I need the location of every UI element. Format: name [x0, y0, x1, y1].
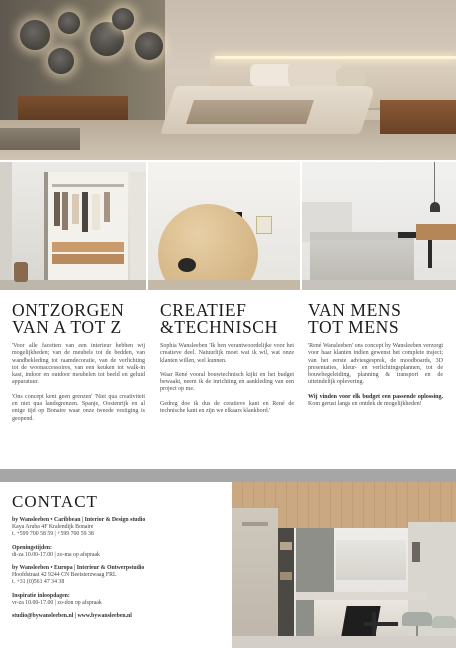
column-paragraph: 'Voor alle facetten van een interieur hebben wij mogelijkheden; van de meubels tot de bedden, van wandbekleding tot raamdecoratie, van de verlichting tot de woonaccessoires, van een keuken tot walk-in kast, indoor en outdoor meubelen tot beeld en geluid apparatuur.: [12, 343, 145, 386]
column-paragraph: Sophia Wansleeben 'Ik ben verantwoordelijke voor het creatieve deel. Natuurlijk moet wat ik wil, wat onze klanten willen, wel kunnen.: [160, 343, 294, 364]
email-website-link[interactable]: studio@bywansleeben.nl | www.bywansleeben.nl: [12, 613, 132, 620]
caribbean-address: Kaya Aruba 4F Kralendijk Bonaire: [12, 524, 94, 531]
bold-lead: Wij vinden voor elk budget een passende oplossing.: [308, 393, 443, 400]
walk-in-days-label: Inspiratie inloopdagen:: [12, 592, 70, 599]
column-title: VAN MENS TOT MENS: [308, 300, 402, 337]
europa-phone[interactable]: t. +31 (0)561 47 34 38: [12, 579, 65, 586]
column-title: ONTZORGEN VAN A TOT Z: [12, 300, 125, 337]
europa-address: Hoofdstraat 42 9244 CN Beetsterzwaag FRL: [12, 572, 117, 579]
caribbean-studio-name: by Wansleeben • Caribbean | Interior & Design studio: [12, 517, 146, 523]
kitchen-photo: [232, 482, 456, 648]
column-paragraph-closing: [308, 394, 443, 409]
column-paragraph: Waar René vooral bouwtechnisch kijkt en het budget bewaakt, neem ik de inrichting en aankleding van een project op me.: [160, 371, 294, 393]
contact-block: [12, 492, 222, 620]
column-title: CREATIEF &TECHNISCH: [160, 300, 278, 337]
closing-text: Kom gerust langs en ontdek de mogelijkheden!: [308, 401, 422, 408]
hero-bedroom-photo: [0, 0, 456, 160]
column-ontzorgen: [12, 302, 145, 430]
column-paragraph: Gedreg doe ik dus de creatieve kant en René de technische kant en zijn we elkaars klankbord.': [160, 400, 294, 415]
section-divider: [0, 469, 456, 482]
column-paragraph: 'René Wansleeben' ons concept by Wansleeben verzorgt voor haar klanten indien gewenst het complete traject; van het eerste adviesgesprek, de moodboards, 3D presentaties, kleur- en verlichtingsplannen, tot de bouwbegeleiding, planning & transport en de uiteindelijk oplevering.: [308, 343, 443, 386]
caribbean-phone[interactable]: t. +599 700 58 59 | +599 700 59 38: [12, 531, 94, 538]
walk-in-hours: vr-za 10.00-17.00 | zo-don op afspraak: [12, 599, 102, 606]
contact-heading: CONTACT: [12, 492, 98, 511]
interior-detail-photo: [148, 162, 300, 290]
column-creatief: [160, 302, 294, 422]
europa-studio-name: by Wansleeben • Europa | Interieur & Ontwerpstudio: [12, 565, 145, 572]
opening-hours-label: Openingstijden:: [12, 544, 52, 551]
column-van-mens: [308, 302, 443, 415]
opening-hours: di-za 10.00-17.00 | zo-ma op afspraak: [12, 551, 100, 558]
column-paragraph: 'Ons concept kent geen grenzen' 'Niet qua creativiteit en niet qua landsgrenzen. Spanje, Oostenrijk en al enige tijd op Bonaire waar onze tweede vestiging is geopend.: [12, 393, 145, 422]
walk-in-closet-photo: [0, 162, 146, 290]
kitchen-island-photo: [302, 162, 456, 290]
